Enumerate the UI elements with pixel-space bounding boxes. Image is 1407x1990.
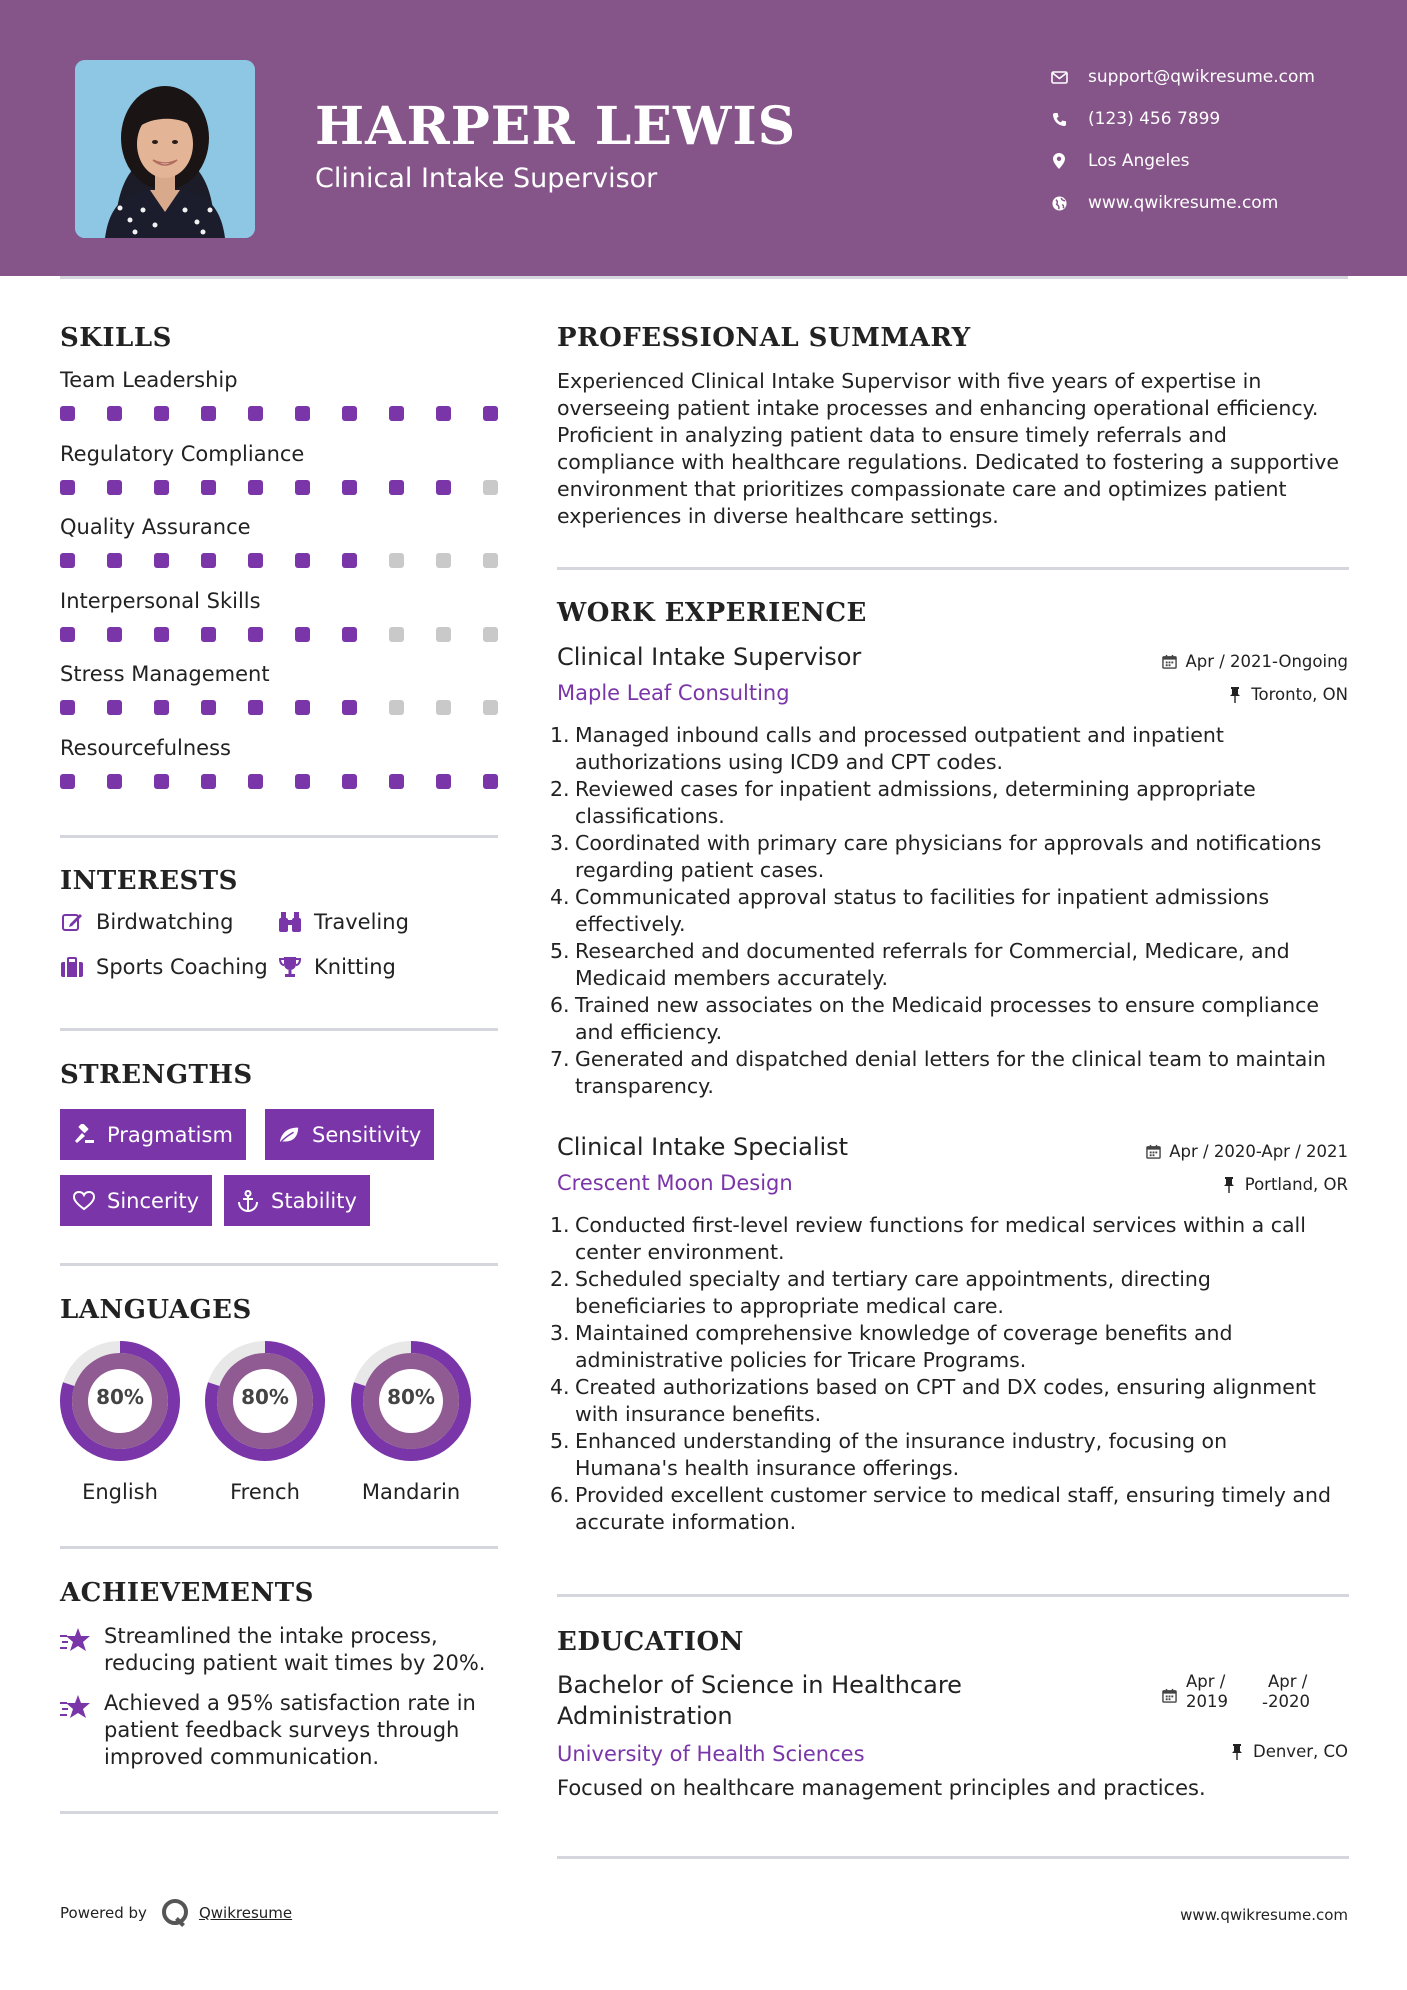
bullet-item	[550, 1482, 1350, 1536]
bullet-line: Enhanced understanding of the insurance industry, focusing on	[575, 1429, 1228, 1453]
calendar-icon	[1161, 654, 1177, 670]
calendar-icon	[1145, 1144, 1161, 1160]
education-heading: EDUCATION	[557, 1627, 744, 1657]
bullet-line: regarding patient cases.	[575, 858, 825, 882]
strengths-divider	[60, 1263, 498, 1266]
achievement-item	[60, 1690, 500, 1771]
language-item	[350, 1340, 472, 1504]
rating-dot	[436, 480, 451, 495]
bullet-number: 1.	[550, 1213, 570, 1237]
rating-dot	[295, 553, 310, 568]
school-name: University of Health Sciences	[557, 1742, 865, 1766]
bullet-item	[550, 1428, 1350, 1482]
qwikresume-logo-icon	[161, 1898, 191, 1928]
bullet-line: Coordinated with primary care physicians for approvals and notifications	[575, 831, 1322, 855]
rating-dot	[342, 700, 357, 715]
date-line: Apr /	[1268, 1672, 1308, 1691]
strength-badge	[60, 1175, 212, 1226]
skill-name: Team Leadership	[60, 368, 238, 392]
rating-dot	[154, 627, 169, 642]
brand-link[interactable]: Qwikresume	[198, 1904, 293, 1922]
pushpin-icon	[1221, 1177, 1237, 1193]
rating-dot	[60, 480, 75, 495]
language-percent: 80%	[241, 1385, 289, 1409]
skill-rating	[60, 406, 498, 421]
skill-name: Regulatory Compliance	[60, 441, 305, 466]
rating-dot	[154, 700, 169, 715]
bullet-line: Managed inbound calls and processed outpatient and inpatient	[575, 723, 1224, 747]
interest-label: Sports Coaching	[96, 955, 268, 979]
strength-label: Sensitivity	[312, 1122, 422, 1147]
degree-line: Bachelor of Science in Healthcare	[557, 1671, 962, 1699]
rating-dot	[154, 480, 169, 495]
bullet-text	[575, 1266, 1211, 1320]
bullet-line: center environment.	[575, 1240, 785, 1264]
language-name: French	[230, 1480, 300, 1504]
education-end-date	[1268, 1672, 1310, 1712]
languages-heading: LANGUAGES	[60, 1295, 252, 1325]
rating-dot	[107, 480, 122, 495]
leaf-icon	[278, 1124, 300, 1146]
bullet-text	[575, 884, 1269, 938]
rating-dot	[483, 774, 498, 789]
phone-icon	[1050, 110, 1068, 128]
rating-dot	[60, 774, 75, 789]
job-bullets	[550, 722, 1350, 1100]
bullet-number: 1.	[550, 723, 570, 747]
bullet-number: 2.	[550, 777, 570, 801]
bullet-line: authorizations using ICD9 and CPT codes.	[575, 750, 1004, 774]
rating-dot	[248, 700, 263, 715]
job-dates-text: Apr / 2020-Apr / 2021	[1169, 1142, 1348, 1161]
rating-dot	[154, 553, 169, 568]
rating-dot	[107, 553, 122, 568]
rating-dot	[248, 480, 263, 495]
contact-website-text: www.qwikresume.com	[1088, 193, 1279, 213]
skill-name: Stress Management	[60, 662, 270, 686]
bullet-text	[575, 1482, 1331, 1536]
bullet-line: Generated and dispatched denial letters for the clinical team to maintain	[575, 1047, 1327, 1071]
bullet-text	[575, 1320, 1233, 1374]
skills-heading: SKILLS	[60, 323, 172, 353]
bullet-number: 5.	[550, 1429, 570, 1453]
skill-rating	[60, 700, 498, 715]
rating-dot	[342, 406, 357, 421]
bullet-text	[575, 776, 1256, 830]
interests-divider	[60, 1028, 498, 1031]
bullet-item	[550, 1266, 1350, 1320]
rating-dot	[295, 774, 310, 789]
bullet-text	[575, 1046, 1326, 1100]
date-separator: -	[1262, 1693, 1268, 1712]
company-name: Crescent Moon Design	[557, 1171, 793, 1195]
achievement-text: Achieved a 95% satisfaction rate in patient feedback surveys through improved communication.	[104, 1691, 476, 1769]
job-bullets	[550, 1212, 1350, 1536]
strength-label: Sincerity	[107, 1188, 200, 1213]
powered-by-text: Powered by	[60, 1904, 147, 1922]
bullet-item	[550, 1046, 1350, 1100]
bullet-number: 2.	[550, 1267, 570, 1291]
interest-label: Birdwatching	[96, 910, 234, 934]
bullet-line: Humana's health insurance offerings.	[575, 1456, 960, 1480]
interest-item	[60, 910, 233, 934]
header-divider	[60, 276, 1348, 279]
rating-dot	[107, 700, 122, 715]
summary-heading: PROFESSIONAL SUMMARY	[557, 323, 971, 353]
rating-dot	[201, 480, 216, 495]
date-line: Apr /	[1186, 1672, 1226, 1691]
bullet-line: Researched and documented referrals for Commercial, Medicare, and	[575, 939, 1290, 963]
gavel-icon	[73, 1124, 95, 1146]
rating-dot	[389, 406, 404, 421]
contact-phone-text: (123) 456 7899	[1088, 109, 1221, 129]
achievement-item	[60, 1623, 500, 1677]
candidate-title: Clinical Intake Supervisor	[315, 163, 658, 194]
summary-text: Experienced Clinical Intake Supervisor with five years of expertise in overseeing patient intake processes and enhancing operational efficiency. Proficient in analyzing patient data to ensure timely referrals and compliance with healthcare regulations. Dedicated to fostering a supportive environment that prioritizes compassionate care and optimizes patient experiences in diverse healthcare settings.	[557, 369, 1339, 528]
bullet-line: beneficiaries to appropriate medical care.	[575, 1294, 1004, 1318]
rating-dot	[248, 774, 263, 789]
strength-label: Pragmatism	[107, 1122, 233, 1147]
education-description: Focused on healthcare management principles and practices.	[557, 1776, 1206, 1800]
edit-icon	[60, 910, 84, 934]
language-name: Mandarin	[361, 1480, 461, 1504]
bullet-text	[575, 722, 1224, 776]
rating-dot	[436, 553, 451, 568]
bullet-number: 6.	[550, 1483, 570, 1507]
rating-dot	[436, 627, 451, 642]
language-percent: 80%	[387, 1385, 435, 1409]
bullet-item	[550, 938, 1350, 992]
achievements-divider	[60, 1811, 498, 1814]
summary-divider	[557, 567, 1349, 570]
job-location-text: Portland, OR	[1244, 1175, 1348, 1194]
bullet-line: transparency.	[575, 1074, 714, 1098]
rating-dot	[436, 700, 451, 715]
job-location	[1221, 1175, 1348, 1194]
rating-dot	[483, 480, 498, 495]
skill-rating	[60, 774, 498, 789]
education-location	[1229, 1742, 1348, 1761]
rating-dot	[483, 627, 498, 642]
binoculars-icon	[278, 910, 302, 934]
bullet-item	[550, 722, 1350, 776]
skill-rating	[60, 480, 498, 495]
bullet-number: 3.	[550, 1321, 570, 1345]
job-dates	[1145, 1142, 1348, 1161]
bullet-text	[575, 1374, 1316, 1428]
anchor-icon	[237, 1190, 259, 1212]
footer-powered-by	[60, 1898, 292, 1928]
interest-label: Knitting	[314, 955, 396, 979]
bullet-line: Trained new associates on the Medicaid processes to ensure compliance	[575, 993, 1320, 1017]
bullet-text	[575, 992, 1319, 1046]
skill-name: Resourcefulness	[60, 735, 231, 760]
job-dates	[1161, 652, 1348, 671]
contact-location-text: Los Angeles	[1088, 151, 1190, 171]
rating-dot	[483, 553, 498, 568]
contact-location	[1050, 140, 1315, 182]
rating-dot	[154, 406, 169, 421]
strengths-heading: STRENGTHS	[60, 1060, 253, 1090]
pushpin-icon	[1229, 1744, 1245, 1760]
interest-label: Traveling	[314, 910, 409, 934]
bullet-line: Provided excellent customer service to medical staff, ensuring timely and	[575, 1483, 1331, 1507]
contact-email[interactable]	[1050, 56, 1315, 98]
languages-divider	[60, 1546, 498, 1549]
trophy-icon	[278, 955, 302, 979]
contact-email-text: support@qwikresume.com	[1088, 67, 1315, 87]
rating-dot	[154, 774, 169, 789]
date-line: 2019	[1186, 1692, 1228, 1711]
language-item	[204, 1340, 326, 1504]
strength-badge	[265, 1109, 434, 1160]
rating-dot	[60, 700, 75, 715]
skill-name: Interpersonal Skills	[60, 588, 261, 613]
rating-dot	[389, 480, 404, 495]
rating-dot	[342, 553, 357, 568]
profile-photo	[75, 60, 255, 238]
skill-name: Quality Assurance	[60, 515, 251, 539]
rating-dot	[60, 627, 75, 642]
date-line: 2020	[1268, 1692, 1310, 1711]
experience-divider	[557, 1594, 1349, 1597]
briefcase-icon	[60, 955, 84, 979]
bullet-text	[575, 830, 1321, 884]
rating-dot	[342, 480, 357, 495]
bullet-item	[550, 1320, 1350, 1374]
rating-dot	[60, 553, 75, 568]
contact-list	[1050, 56, 1315, 224]
bullet-line: Maintained comprehensive knowledge of coverage benefits and	[575, 1321, 1233, 1345]
bullet-line: Conducted first-level review functions for medical services within a call	[575, 1213, 1306, 1237]
bullet-line: accurate information.	[575, 1510, 797, 1534]
rating-dot	[107, 406, 122, 421]
bullet-line: Reviewed cases for inpatient admissions, determining appropriate	[575, 777, 1256, 801]
job-title: Clinical Intake Specialist	[557, 1133, 849, 1161]
strength-label: Stability	[271, 1188, 357, 1213]
experience-heading: WORK EXPERIENCE	[557, 598, 867, 628]
bullet-number: 4.	[550, 885, 570, 909]
calendar-icon	[1162, 1688, 1177, 1708]
rating-dot	[248, 553, 263, 568]
language-percent: 80%	[96, 1385, 144, 1409]
rating-dot	[295, 480, 310, 495]
bullet-item	[550, 776, 1350, 830]
rating-dot	[483, 406, 498, 421]
rating-dot	[201, 406, 216, 421]
bullet-number: 5.	[550, 939, 570, 963]
bullet-item	[550, 1374, 1350, 1428]
strength-badge	[60, 1109, 246, 1160]
rating-dot	[389, 553, 404, 568]
education-divider	[557, 1856, 1349, 1859]
achievement-text: Streamlined the intake process, reducing patient wait times by 20%.	[104, 1624, 486, 1675]
degree-line: Administration	[557, 1702, 733, 1730]
rating-dot	[201, 774, 216, 789]
rating-dot	[483, 700, 498, 715]
bullet-line: Created authorizations based on CPT and DX codes, ensuring alignment	[575, 1375, 1316, 1399]
rating-dot	[342, 774, 357, 789]
degree-title	[557, 1670, 1027, 1732]
rating-dot	[248, 627, 263, 642]
resume-header	[0, 0, 1407, 276]
interest-item	[278, 910, 409, 934]
rating-dot	[436, 406, 451, 421]
footer-website[interactable]: www.qwikresume.com	[1180, 1906, 1348, 1924]
achievements-heading: ACHIEVEMENTS	[60, 1578, 314, 1608]
bullet-line: Scheduled specialty and tertiary care appointments, directing	[575, 1267, 1211, 1291]
education-location-text: Denver, CO	[1252, 1742, 1348, 1761]
rating-dot	[201, 553, 216, 568]
job-location-text: Toronto, ON	[1251, 685, 1348, 704]
rating-dot	[436, 774, 451, 789]
globe-icon	[1050, 194, 1068, 212]
bullet-number: 6.	[550, 993, 570, 1017]
education-start-date	[1186, 1672, 1228, 1712]
bullet-item	[550, 830, 1350, 884]
star-icon	[60, 1627, 94, 1677]
bullet-number: 4.	[550, 1375, 570, 1399]
job-location	[1227, 685, 1348, 704]
bullet-item	[550, 992, 1350, 1046]
rating-dot	[295, 406, 310, 421]
contact-website[interactable]	[1050, 182, 1315, 224]
job-title: Clinical Intake Supervisor	[557, 643, 862, 671]
rating-dot	[342, 627, 357, 642]
rating-dot	[295, 700, 310, 715]
star-icon	[60, 1694, 94, 1771]
heart-icon	[73, 1190, 95, 1212]
company-name: Maple Leaf Consulting	[557, 681, 790, 705]
bullet-number: 7.	[550, 1047, 570, 1071]
skill-rating	[60, 553, 498, 568]
skills-divider	[60, 835, 498, 838]
location-pin-icon	[1050, 152, 1068, 170]
bullet-text	[575, 1428, 1227, 1482]
rating-dot	[107, 774, 122, 789]
bullet-number: 3.	[550, 831, 570, 855]
contact-phone[interactable]	[1050, 98, 1315, 140]
bullet-text	[575, 938, 1290, 992]
bullet-item	[550, 1212, 1350, 1266]
job-dates-text: Apr / 2021-Ongoing	[1185, 652, 1348, 671]
envelope-icon	[1050, 68, 1068, 86]
bullet-line: with insurance benefits.	[575, 1402, 822, 1426]
pushpin-icon	[1227, 687, 1243, 703]
skill-rating	[60, 627, 498, 642]
language-item	[59, 1340, 181, 1504]
bullet-line: Communicated approval status to facilities for inpatient admissions	[575, 885, 1270, 909]
bullet-line: Medicaid members accurately.	[575, 966, 889, 990]
language-name: English	[82, 1480, 158, 1504]
rating-dot	[389, 627, 404, 642]
bullet-item	[550, 884, 1350, 938]
rating-dot	[389, 774, 404, 789]
rating-dot	[201, 627, 216, 642]
bullet-line: and efficiency.	[575, 1020, 723, 1044]
rating-dot	[107, 627, 122, 642]
bullet-line: administrative policies for Tricare Programs.	[575, 1348, 1027, 1372]
bullet-line: classifications.	[575, 804, 725, 828]
interests-heading: INTERESTS	[60, 866, 238, 896]
rating-dot	[60, 406, 75, 421]
interest-item	[60, 955, 268, 979]
rating-dot	[248, 406, 263, 421]
bullet-line: effectively.	[575, 912, 686, 936]
rating-dot	[389, 700, 404, 715]
strength-badge	[224, 1175, 370, 1226]
rating-dot	[201, 700, 216, 715]
candidate-name: HARPER LEWIS	[315, 96, 797, 157]
rating-dot	[295, 627, 310, 642]
bullet-text	[575, 1212, 1306, 1266]
interest-item	[278, 955, 396, 979]
